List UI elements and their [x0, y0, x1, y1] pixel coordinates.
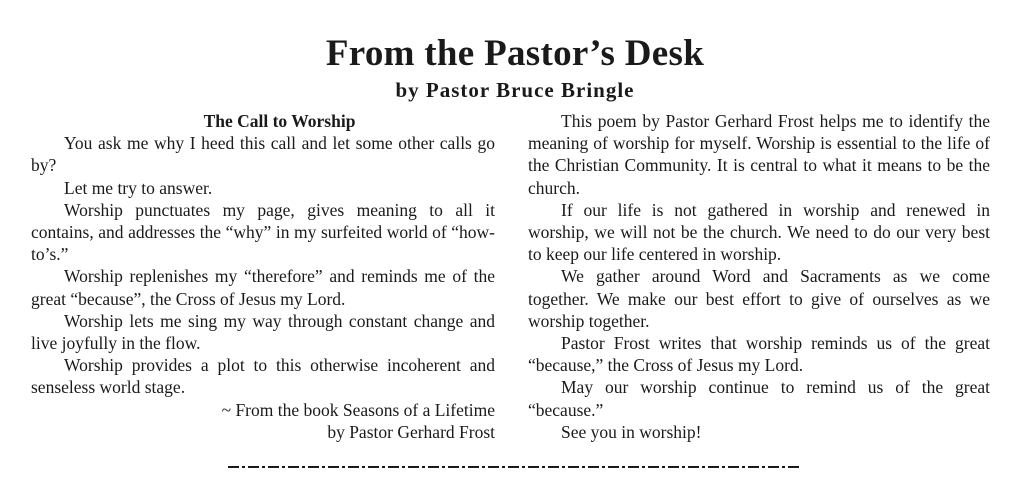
poem-paragraph: You ask me why I heed this call and let some other calls go by? — [31, 133, 495, 176]
body-paragraph: We gather around Word and Sacraments as we come together. We make our best effort to give of ourselves as we worship together. — [528, 266, 990, 331]
body-paragraph: May our worship continue to remind us of the great “because.” — [528, 377, 990, 420]
poem-paragraph: Worship provides a plot to this otherwise incoherent and senseless world stage. — [31, 355, 495, 398]
poem-paragraph: Let me try to answer. — [64, 177, 213, 198]
body-paragraph: Pastor Frost writes that worship reminds us of the great “because,” the Cross of Jesus my Lord. — [528, 333, 990, 376]
poem-paragraph: Worship replenishes my “therefore” and reminds me of the great “because”, the Cross of Jesus my Lord. — [31, 266, 495, 309]
poem-author: by Pastor Gerhard Frost — [327, 421, 495, 442]
body-paragraph: See you in worship! — [561, 421, 702, 442]
section-divider — [228, 466, 802, 468]
poem-source: ~ From the book Seasons of a Lifetime — [221, 399, 495, 420]
poem-title: The Call to Worship — [203, 111, 356, 131]
poem-paragraph: Worship lets me sing my way through constant change and live joyfully in the flow. — [31, 310, 495, 354]
body-paragraph: This poem by Pastor Gerhard Frost helps me to identify the meaning of worship for myself. Worship is essential to the life of the Christian Community. It is central to what it means to be the church. — [528, 111, 990, 198]
poem-paragraph: Worship punctuates my page, gives meaning to all it contains, and addresses the “why” in my surfeited world of “how-to’s.” — [31, 199, 495, 265]
body-paragraph: If our life is not gathered in worship and renewed in worship, we will not be the church. We need to do our very best to keep our life centered in worship. — [528, 199, 990, 265]
author-byline: by Pastor Bruce Bringle — [395, 78, 635, 102]
left-column — [31, 110, 495, 443]
page-title: From the Pastor’s Desk — [325, 33, 705, 74]
right-column — [528, 110, 990, 443]
